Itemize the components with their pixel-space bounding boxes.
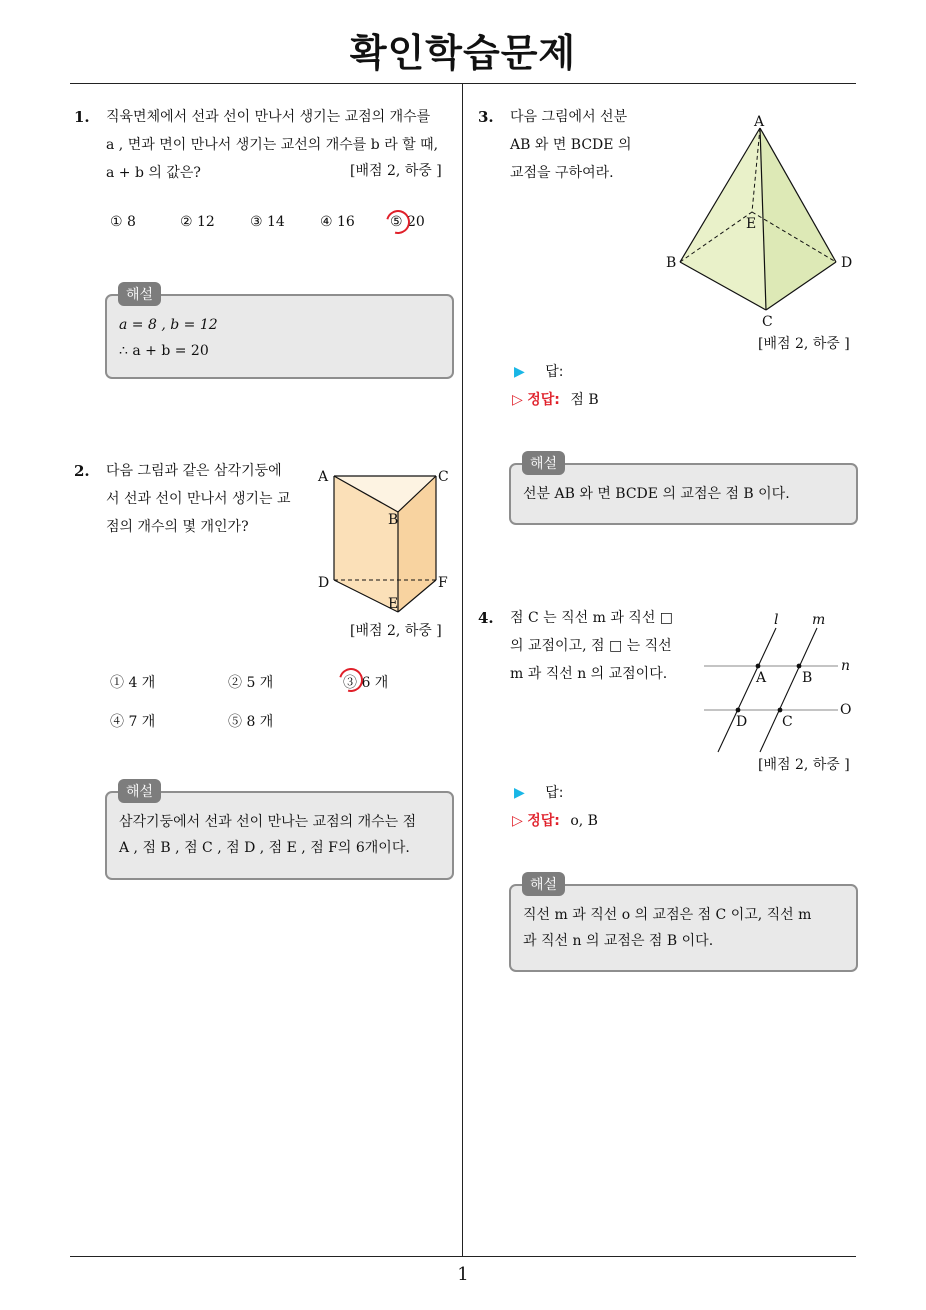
q4-solution-box: [509, 884, 858, 972]
q2-number: 2.: [74, 462, 90, 480]
q1-line1: 직육면체에서 선과 선이 만나서 생기는 교점의 개수를: [106, 109, 431, 125]
q1-choice-4[interactable]: ④ 16: [320, 214, 355, 230]
q4-correct-row: [512, 810, 598, 830]
q1-solution-box: [105, 294, 454, 379]
q4-label-C: C: [782, 714, 793, 730]
q2-line1: 다음 그림과 같은 삼각기둥에: [106, 463, 282, 479]
q2-choice-3[interactable]: ③ 6 개: [343, 675, 389, 691]
q1-solution-line2: ∴ a + b = 20: [119, 343, 209, 359]
q3-correct-value: 점 B: [570, 392, 599, 408]
q3-label-C: C: [762, 314, 773, 330]
q1-answer-mark: [382, 206, 415, 239]
q3-line3: 교점을 구하여라.: [510, 165, 614, 181]
q2-solution-line2: A , 점 B , 점 C , 점 D , 점 E , 점 F의 6개이다.: [119, 840, 410, 856]
q4-solution-line2: 과 직선 n 의 교점은 점 B 이다.: [523, 933, 714, 949]
q2-label-F: F: [438, 575, 448, 591]
q4-line1: 점 C 는 직선 m 과 직선 □: [510, 610, 674, 626]
q3-correct-row: [512, 389, 599, 409]
q2-label-D: D: [318, 575, 330, 591]
q4-number: 4.: [478, 609, 494, 627]
q3-correct-label: 정답:: [527, 392, 560, 408]
q2-label-E: E: [388, 596, 399, 612]
q2-label-B: B: [388, 512, 399, 528]
q3-text: [510, 103, 660, 187]
q1-solution-tag: 해설: [118, 282, 161, 306]
q2-choice-5[interactable]: ⑤ 8 개: [228, 714, 274, 730]
pyramid-figure: [660, 110, 860, 335]
q4-text: [510, 604, 700, 688]
q3-answer-row: [514, 361, 563, 381]
triangular-prism-figure: [310, 462, 460, 622]
q4-answer-row: [514, 782, 563, 802]
q1-solution-line1: a = 8 , b = 12: [119, 317, 218, 333]
play-icon: ▶: [514, 364, 525, 380]
q4-answer-label: 답:: [545, 785, 564, 801]
q3-label-D: D: [841, 255, 853, 271]
q3-line2: AB 와 면 BCDE 의: [510, 137, 632, 153]
q3-label-B: B: [666, 255, 677, 271]
q3-line1: 다음 그림에서 선분: [510, 109, 628, 125]
q4-correct-value: o, B: [570, 813, 598, 829]
q4-label-n: n: [841, 658, 851, 674]
footer-rule: [70, 1256, 856, 1257]
page-number: 1: [457, 1264, 469, 1285]
q3-score: [배점 2, 하중 ]: [758, 336, 850, 352]
q3-solution-line1: 선분 AB 와 면 BCDE 의 교점은 점 B 이다.: [523, 486, 790, 502]
q2-choice-4[interactable]: ④ 7 개: [110, 714, 156, 730]
q3-answer-label: 답:: [545, 364, 564, 380]
q2-score: [배점 2, 하중 ]: [350, 623, 442, 639]
q4-solution-line1: 직선 m 과 직선 o 의 교점은 점 C 이고, 직선 m: [523, 907, 812, 923]
q4-line3: m 과 직선 n 의 교점이다.: [510, 666, 668, 682]
q1-choice-5[interactable]: ⑤ 20: [390, 214, 425, 230]
q3-label-E: E: [746, 216, 757, 232]
q1-line3: a + b 의 값은?: [106, 165, 201, 181]
q4-correct-label: 정답:: [527, 813, 560, 829]
q1-number: 1.: [74, 108, 90, 126]
q4-label-O: O: [840, 702, 852, 718]
q4-label-A: A: [756, 670, 767, 686]
page-title: 확인학습문제: [349, 31, 577, 75]
q3-number: 3.: [478, 108, 494, 126]
q2-solution-line1: 삼각기둥에서 선과 선이 만나는 교점의 개수는 점: [119, 814, 417, 830]
q2-choice-2[interactable]: ② 5 개: [228, 675, 274, 691]
header-rule: [70, 83, 856, 84]
q4-line2: 의 교점이고, 점 □ 는 직선: [510, 638, 672, 654]
q2-choice-1[interactable]: ① 4 개: [110, 675, 156, 691]
q4-label-B: B: [802, 670, 813, 686]
q4-label-m: m: [812, 612, 826, 628]
q4-solution-tag: 해설: [522, 872, 565, 896]
q2-label-A: A: [318, 469, 329, 485]
q1-score: [배점 2, 하중 ]: [350, 163, 442, 179]
q1-choice-2[interactable]: ② 12: [180, 214, 215, 230]
q2-text: [106, 457, 306, 541]
q2-solution-box: [105, 791, 454, 880]
q4-label-l: l: [774, 612, 779, 628]
q2-solution-tag: 해설: [118, 779, 161, 803]
q2-label-C: C: [438, 469, 449, 485]
q3-solution-tag: 해설: [522, 451, 565, 475]
lines-figure: [700, 610, 860, 760]
play-icon: ▶: [514, 785, 525, 801]
outline-play-icon: ▷: [512, 392, 523, 408]
column-divider: [462, 84, 463, 1256]
outline-play-icon: ▷: [512, 813, 523, 829]
q1-choice-3[interactable]: ③ 14: [250, 214, 285, 230]
q3-label-A: A: [754, 114, 765, 130]
q2-line3: 점의 개수의 몇 개인가?: [106, 519, 249, 535]
q4-score: [배점 2, 하중 ]: [758, 757, 850, 773]
q1-line2: a , 면과 면이 만나서 생기는 교선의 개수를 b 라 할 때,: [106, 137, 439, 153]
q4-label-D: D: [736, 714, 748, 730]
q1-choice-1[interactable]: ① 8: [110, 214, 136, 230]
q2-line2: 서 선과 선이 만나서 생기는 교: [106, 491, 291, 507]
